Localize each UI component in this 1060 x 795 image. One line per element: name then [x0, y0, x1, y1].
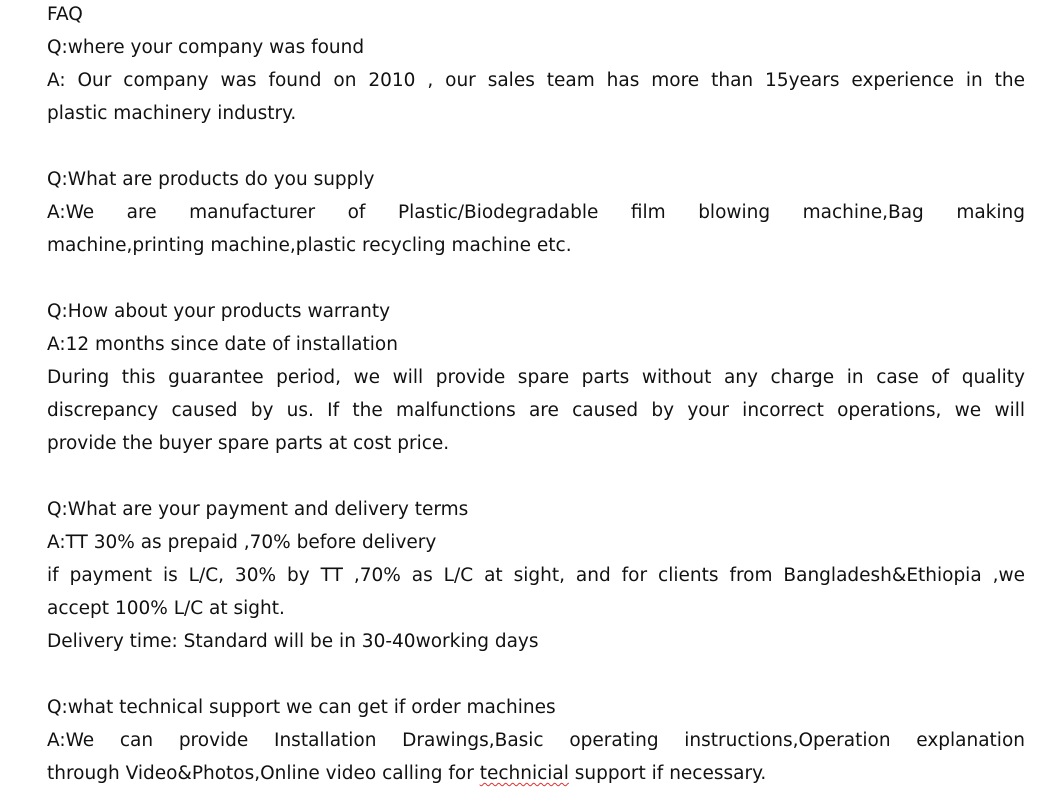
answer-payment: A:TT 30% as prepaid ,70% before delivery	[47, 532, 437, 553]
warranty-detail-line3: provide the buyer spare parts at cost price.	[47, 433, 450, 454]
question-payment-delivery: Q:What are your payment and delivery terms	[47, 499, 469, 520]
warranty-detail-line2: discrepancy caused by us. If the malfunctions are caused by your incorrect operations, we will	[47, 400, 1025, 421]
spacer	[47, 266, 1025, 299]
warranty-detail-line1: During this guarantee period, we will provide spare parts without any charge in case of quality	[47, 367, 1025, 388]
question-warranty: Q:How about your products warranty	[47, 301, 391, 322]
payment-detail-line1: if payment is L/C, 30% by TT ,70% as L/C at sight, and for clients from Bangladesh&Ethiopia ,we	[47, 565, 1025, 586]
faq-title: FAQ	[47, 4, 83, 25]
spacer	[47, 134, 1025, 167]
answer-company-founded-line1: A: Our company was found on 2010 , our sales team has more than 15years experience in the	[47, 70, 1025, 91]
question-products: Q:What are products do you supply	[47, 169, 375, 190]
support-text-after: support if necessary.	[568, 763, 767, 784]
answer-products-line1: A:We are manufacturer of Plastic/Biodegradable film blowing machine,Bag making	[47, 202, 1025, 223]
question-technical-support: Q:what technical support we can get if order machines	[47, 697, 556, 718]
spacer	[47, 662, 1025, 695]
spacer	[47, 464, 1025, 497]
answer-technical-support-line1: A:We can provide Installation Drawings,Basic operating instructions,Operation explanation	[47, 730, 1025, 751]
answer-company-founded-line2: plastic machinery industry.	[47, 103, 297, 124]
answer-products-line2: machine,printing machine,plastic recycling machine etc.	[47, 235, 572, 256]
payment-detail-line2: accept 100% L/C at sight.	[47, 598, 285, 619]
faq-document	[47, 2, 1025, 794]
misspelled-word: technicial	[479, 763, 569, 784]
answer-warranty: A:12 months since date of installation	[47, 334, 398, 355]
delivery-time: Delivery time: Standard will be in 30-40working days	[47, 631, 539, 652]
question-company-founded: Q:where your company was found	[47, 37, 365, 58]
answer-technical-support-line2	[47, 761, 1025, 794]
support-text-before: through Video&Photos,Online video calling for	[47, 763, 480, 784]
